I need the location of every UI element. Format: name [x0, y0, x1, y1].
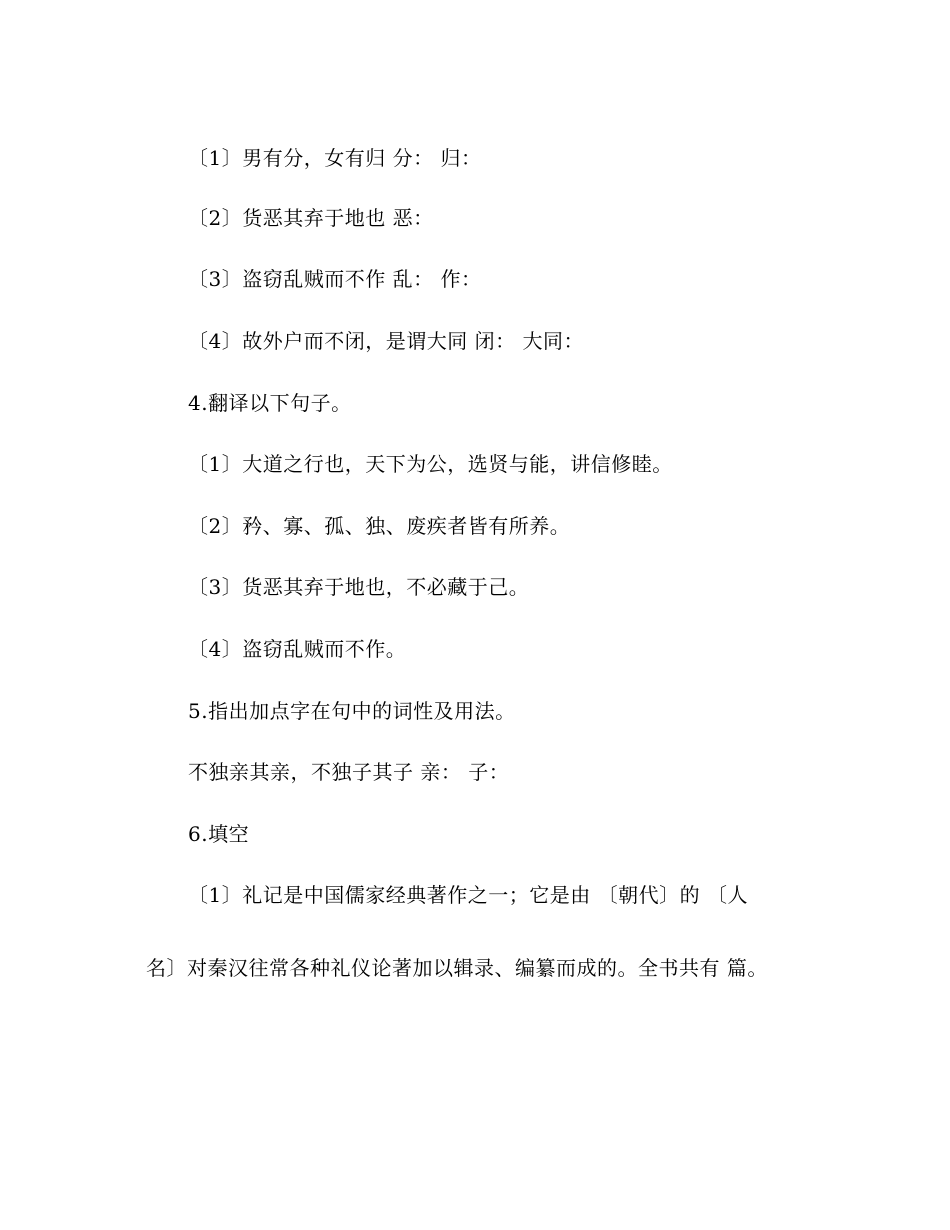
- translate-item-2: 〔2〕矜、寡、孤、独、废疾者皆有所养。: [188, 514, 571, 538]
- translate-item-1: 〔1〕大道之行也，天下为公，选贤与能，讲信修睦。: [188, 452, 673, 476]
- question-4-heading: 4.翻译以下句子。: [188, 391, 352, 415]
- question-5-sentence: 不独亲其亲，不独子其子 亲： 子：: [188, 760, 510, 784]
- vocab-item-2: 〔2〕货恶其弃于地也 恶：: [188, 206, 434, 230]
- vocab-item-3: 〔3〕盗窃乱贼而不作 乱： 作：: [188, 267, 482, 291]
- question-5-heading: 5.指出加点字在句中的词性及用法。: [188, 699, 516, 723]
- translate-item-3: 〔3〕货恶其弃于地也，不必藏于己。: [188, 575, 530, 599]
- translate-item-4: 〔4〕盗窃乱贼而不作。: [188, 637, 407, 661]
- fill-item-1-line-2: 名〕对秦汉往常各种礼仪论著加以辑录、编纂而成的。全书共有 篇。: [146, 956, 768, 980]
- vocab-item-1: 〔1〕男有分，女有归 分： 归：: [188, 146, 482, 170]
- question-6-heading: 6.填空: [188, 822, 250, 846]
- vocab-item-4: 〔4〕故外户而不闭，是谓大同 闭： 大同：: [188, 329, 584, 353]
- fill-item-1-line-1: 〔1〕礼记是中国儒家经典著作之一；它是由 〔朝代〕的 〔人: [188, 883, 748, 907]
